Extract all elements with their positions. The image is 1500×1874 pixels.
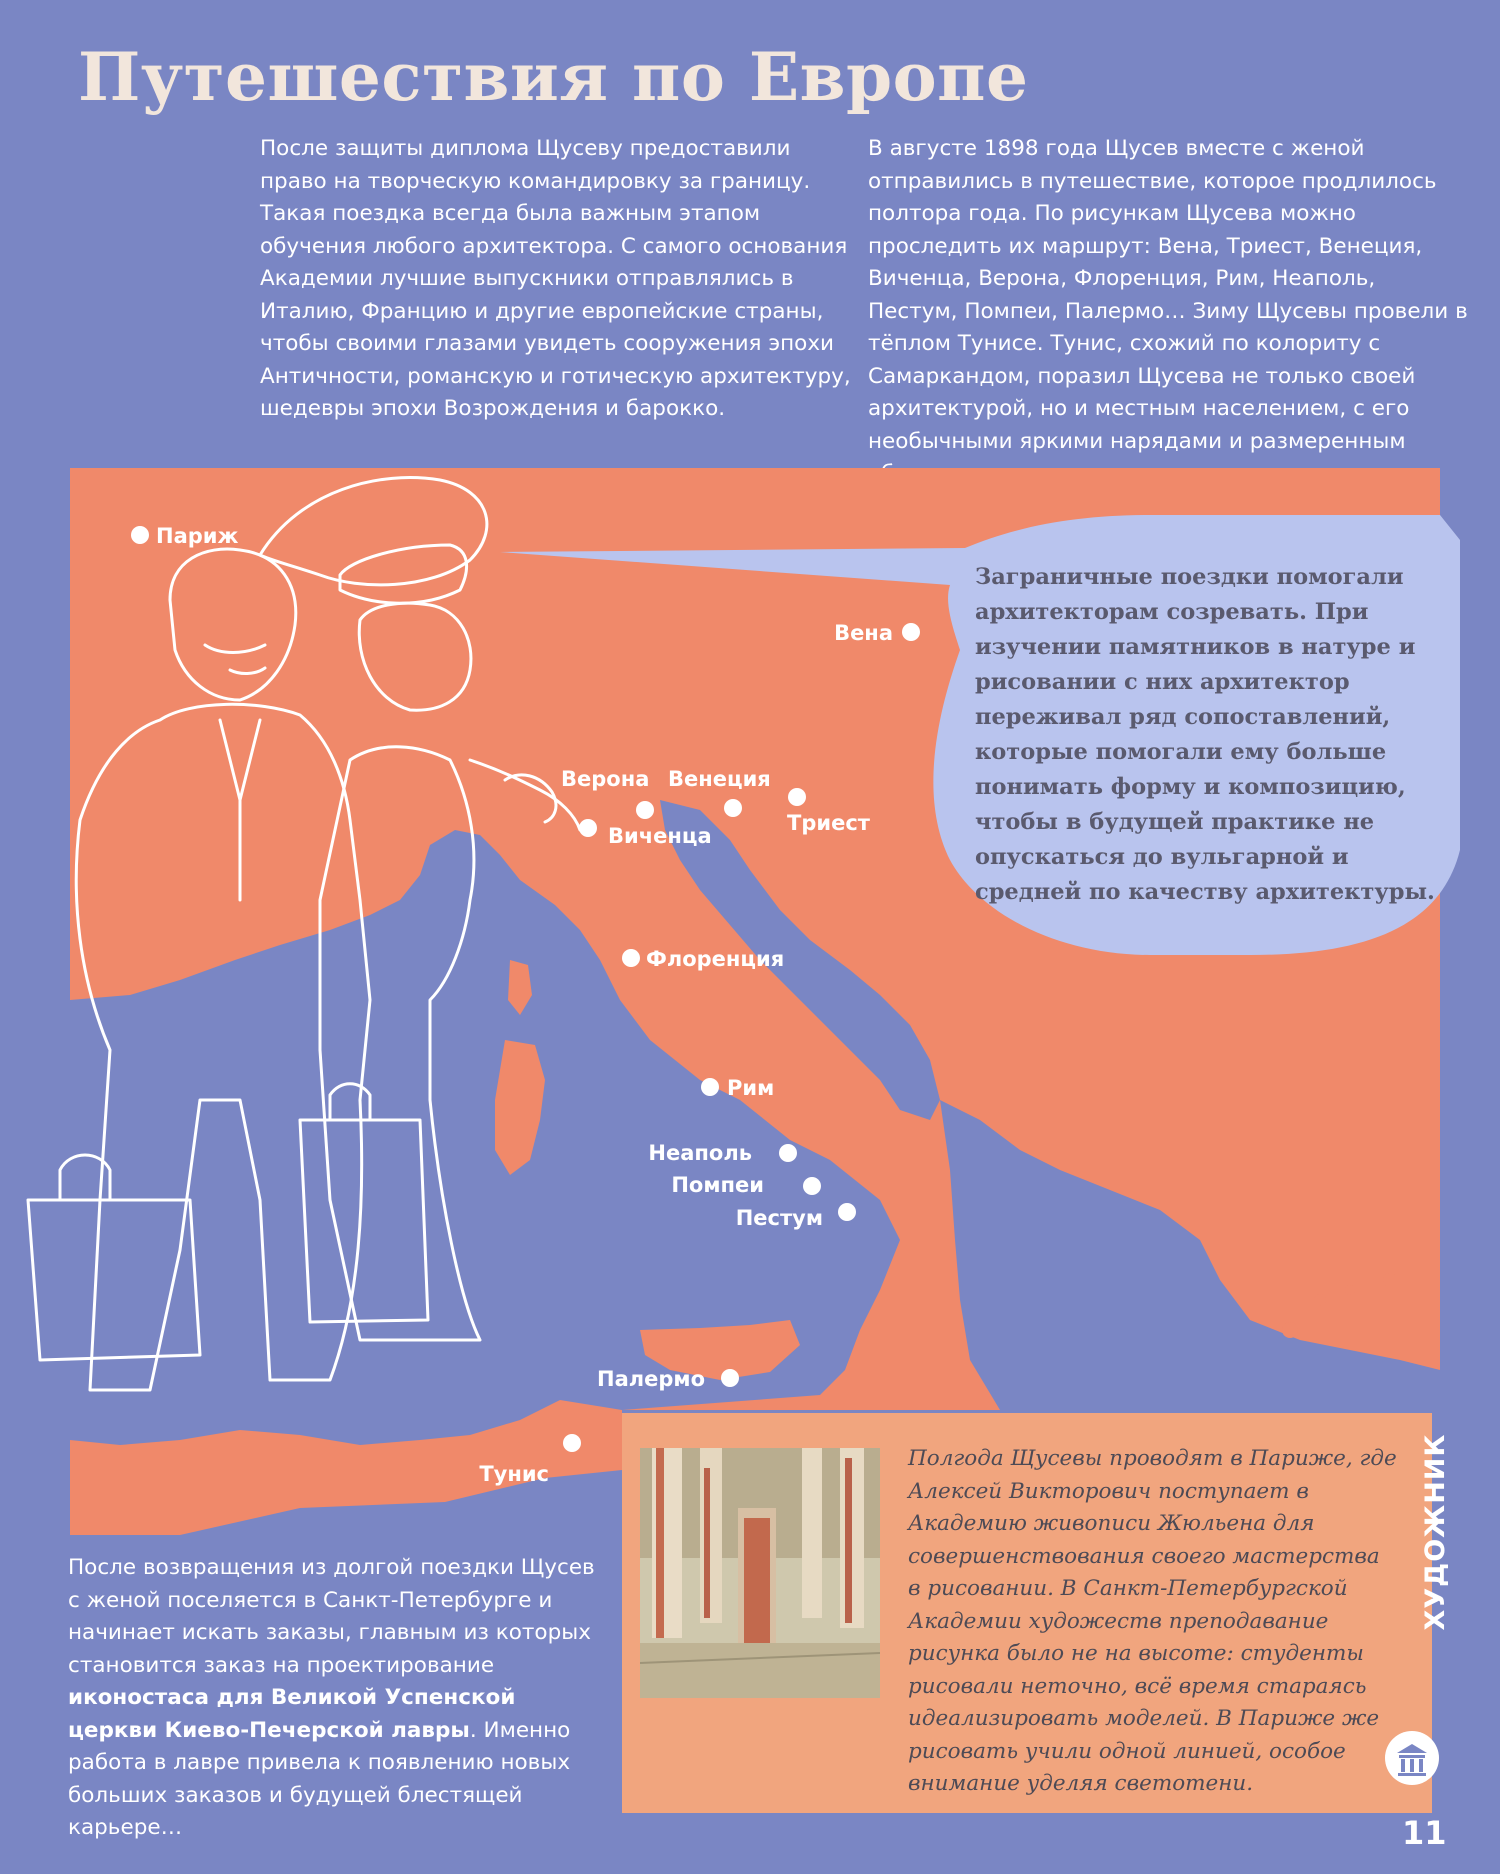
city-dot-venice xyxy=(724,799,742,817)
city-label-palermo: Палермо xyxy=(597,1367,705,1391)
outro-text-part2: . Именно работа в лавре привела к появлению новых больших заказов и будущей блестящей карьере… xyxy=(68,1717,571,1840)
painting-image xyxy=(640,1448,880,1698)
outro-text-emphasis: иконостаса для Великой Успенской церкви Киево-Печерской лавры xyxy=(68,1685,516,1743)
city-dot-florence xyxy=(622,949,640,967)
museum-icon xyxy=(1384,1730,1440,1786)
outro-text-part1: После возвращения из долгой поездки Щусев с женой поселяется в Санкт-Петербурге и начинает искать заказы, главным из которых становится заказ на проектирование xyxy=(68,1555,595,1678)
intro-text-left: После защиты диплома Щусеву предоставили право на творческую командировку за границу. Такая поездка всегда была важным этапом обучения любого архитектора. С самого основания Академии лучшие выпускники отправлялись в Италию, Францию и другие европейские страны, чтобы своими глазами увидеть сооружения эпохи Античности, романскую и готическую архитектуру, шедевры эпохи Возрождения и барокко. xyxy=(260,136,851,421)
city-label-pompeii: Помпеи xyxy=(671,1173,764,1197)
city-label-vicenza: Виченца xyxy=(608,824,712,848)
speech-bubble-quote: Заграничные поездки помогали архитекторам созревать. При изучении памятников в натуре и рисовании с них архитектор переживал ряд сопоставлений, которые помогали ему больше понимать форму и композицию, чтобы в будущей практике не опускаться до вульгарной и средней по качеству архитектуры. xyxy=(975,564,1435,905)
city-dot-palermo xyxy=(721,1369,739,1387)
outro-text xyxy=(68,1552,608,1845)
city-label-tunis: Тунис xyxy=(479,1462,549,1486)
page-number: 11 xyxy=(1402,1814,1447,1852)
city-dot-rome xyxy=(701,1078,719,1096)
city-label-paris: Париж xyxy=(156,524,239,548)
sidebar-box-text: Полгода Щусевы проводят в Париже, где Алексей Викторович поступает в Академию живописи Жюльена для совершенствования своего мастерства в рисовании. В Санкт-Петербургской Академии художеств преподавание рисунка было не на высоте: студенты рисовали неточно, всё время стараясь идеализировать моделей. В Париже же рисовать учили одной линией, особое внимание уделяя светотени. xyxy=(908,1446,1397,1796)
city-dot-naples xyxy=(779,1144,797,1162)
city-label-vienna: Вена xyxy=(834,621,893,645)
city-label-trieste: Триест xyxy=(787,811,870,835)
city-dot-vienna xyxy=(902,623,920,641)
city-label-verona: Верона xyxy=(561,767,650,791)
city-dot-paris xyxy=(131,526,149,544)
section-label: ХУДОЖНИК xyxy=(1420,1433,1451,1631)
city-dot-trieste xyxy=(788,788,806,806)
city-dot-paestum xyxy=(838,1203,856,1221)
city-dot-vicenza xyxy=(579,819,597,837)
city-label-florence: Флоренция xyxy=(646,947,785,971)
city-dot-verona xyxy=(636,801,654,819)
city-label-venice: Венеция xyxy=(668,767,771,791)
page-title: Путешествия по Европе xyxy=(78,38,1029,116)
city-dot-pompeii xyxy=(803,1177,821,1195)
city-dot-tunis xyxy=(563,1434,581,1452)
city-label-naples: Неаполь xyxy=(648,1141,752,1165)
city-label-rome: Рим xyxy=(727,1076,775,1100)
city-label-paestum: Пестум xyxy=(735,1206,823,1230)
intro-text-right: В августе 1898 года Щусев вместе с женой отправились в путешествие, которое продлилось полтора года. По рисункам Щусева можно проследить их маршрут: Вена, Триест, Венеция, Виченца, Верона, Флоренция, Рим, Неаполь, Пестум, Помпеи, Палермо… Зиму Щусевы провели в тёплом Тунисе. Тунис, схожий по колориту с Самаркандом, поразил Щусева не только своей архитектурой, но и местным населением, с его необычными яркими нарядами и размеренным xyxy=(868,136,1468,454)
